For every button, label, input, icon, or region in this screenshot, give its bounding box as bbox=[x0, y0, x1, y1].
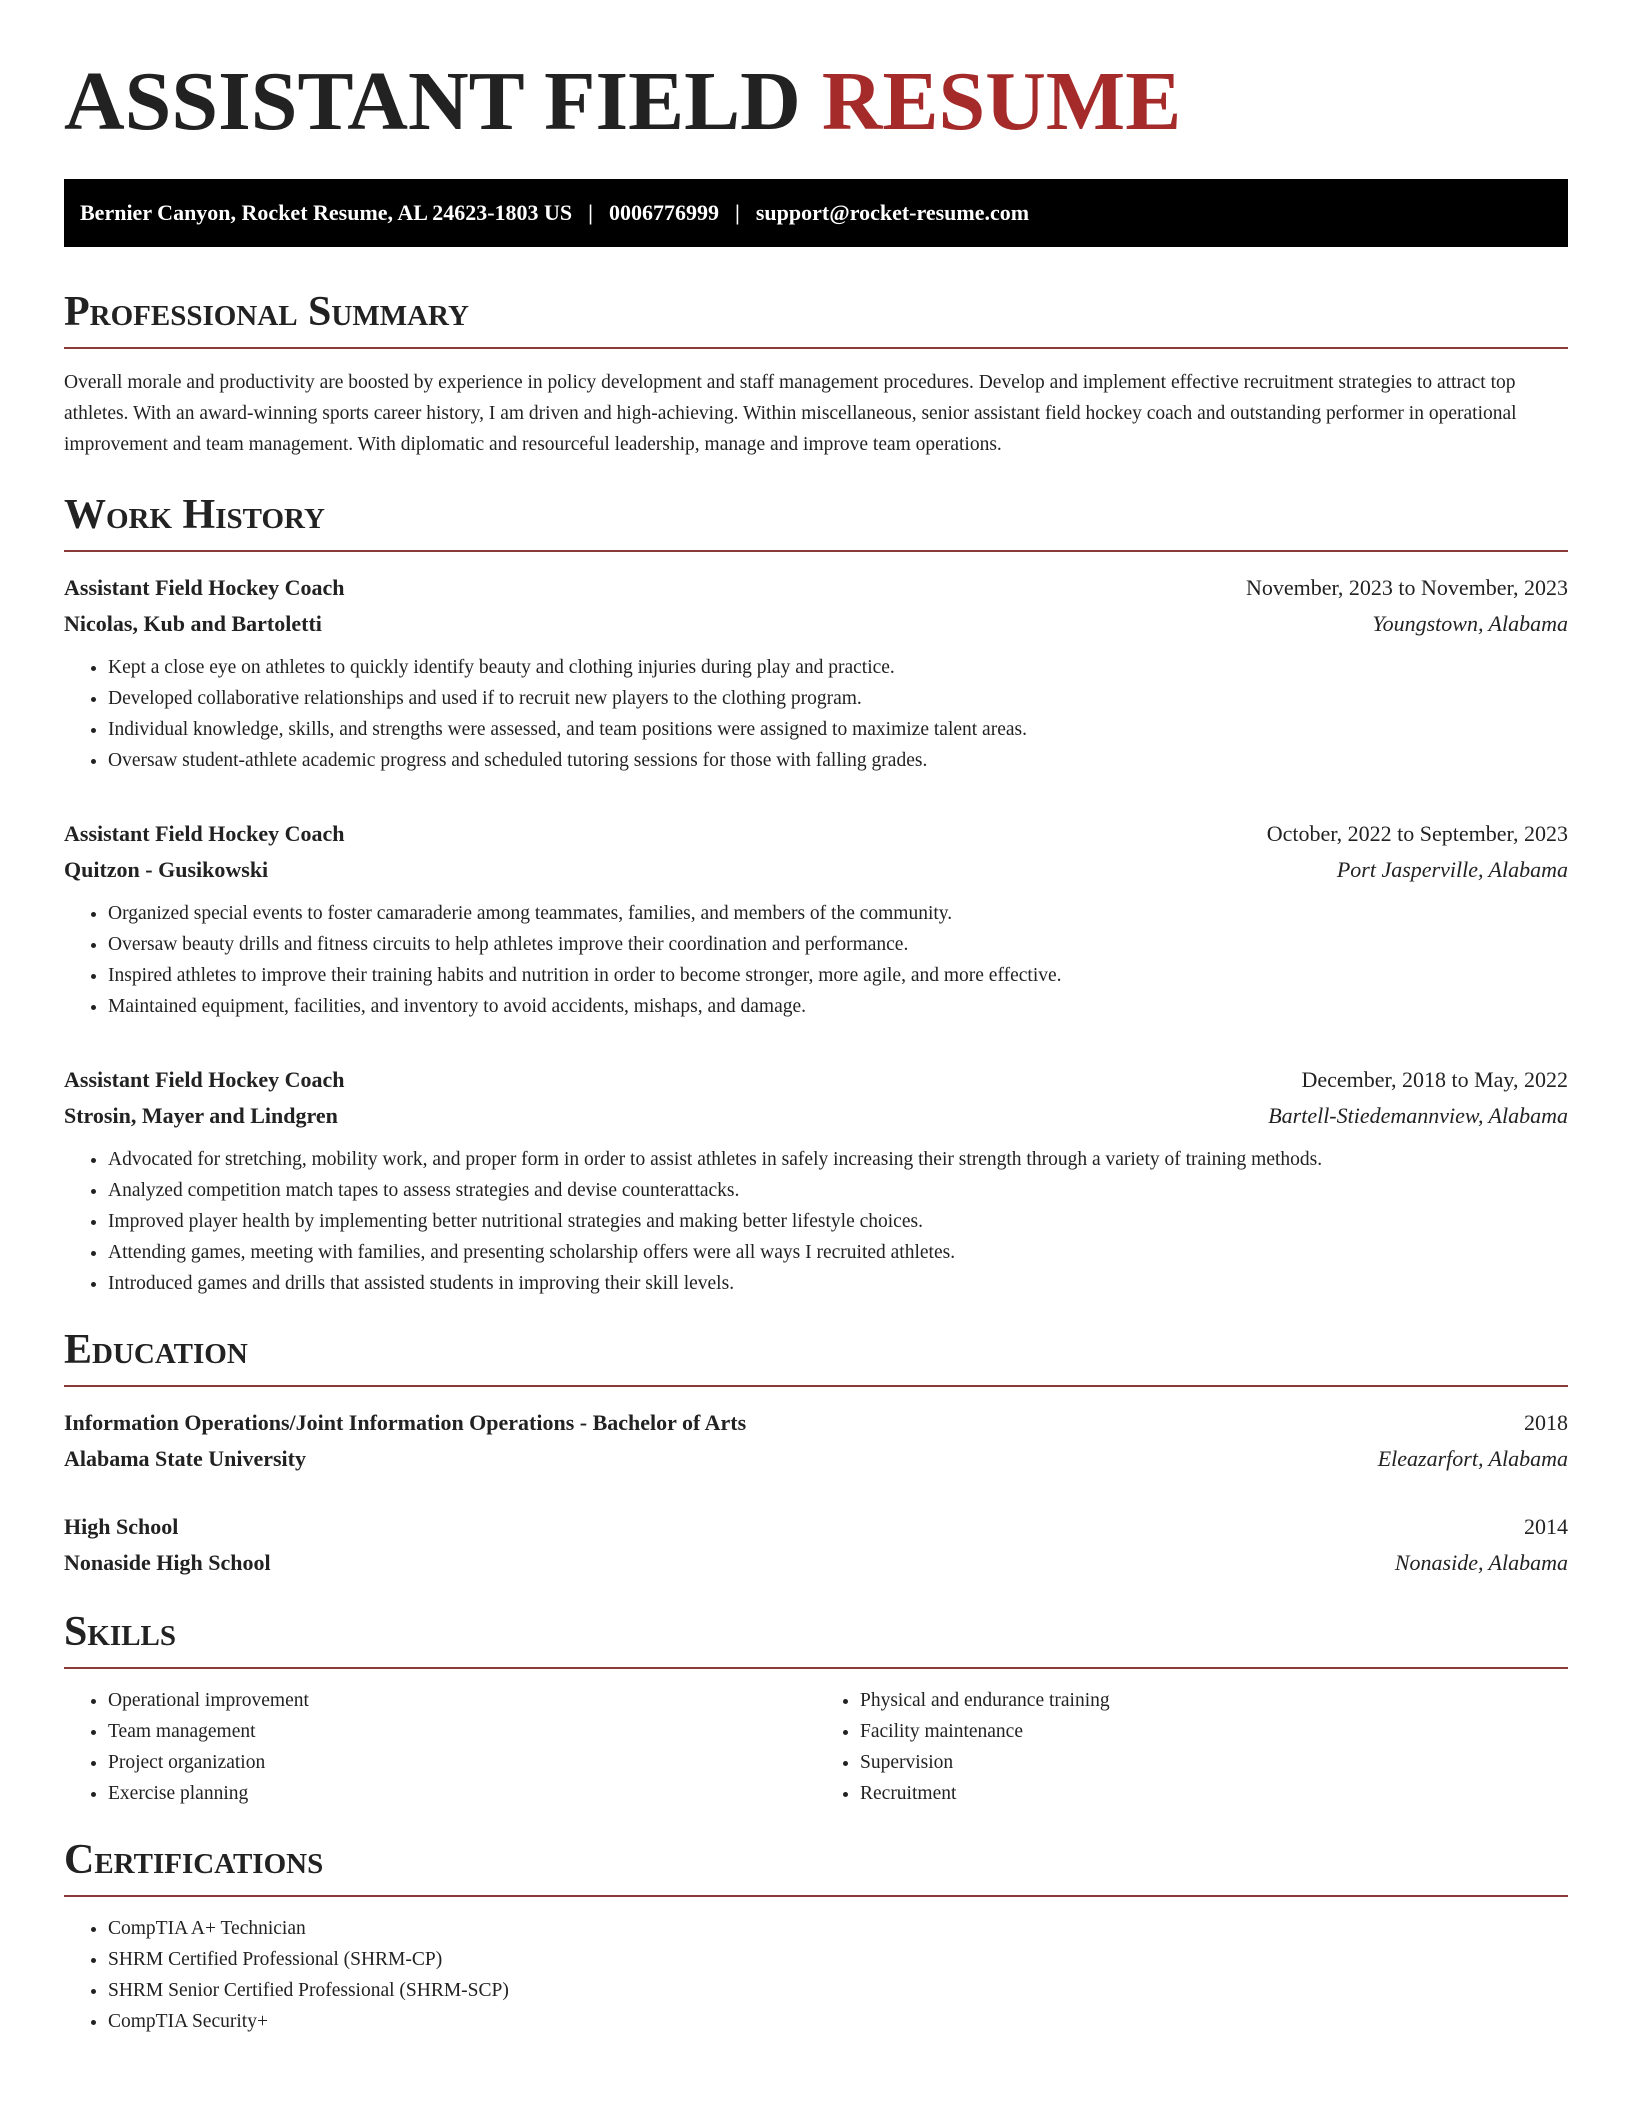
list-item: • Organized special events to foster camaraderie among teammates, families, and members of the community. bbox=[108, 898, 1568, 929]
certification-item: • SHRM Certified Professional (SHRM-CP) bbox=[108, 1944, 1568, 1975]
skill-item: • Supervision bbox=[860, 1747, 1568, 1778]
list-item: • Attending games, meeting with families, and presenting scholarship offers were all ways I recruited athletes. bbox=[108, 1237, 1568, 1268]
contact-address: Bernier Canyon, Rocket Resume, AL 24623-1803 US bbox=[80, 200, 573, 225]
job-dates: December, 2018 to May, 2022 bbox=[1301, 1067, 1568, 1092]
certification-item: • CompTIA Security+ bbox=[108, 2006, 1568, 2037]
summary-section bbox=[64, 291, 1568, 460]
summary-text: Overall morale and productivity are boosted by experience in policy development and staff management procedures. Develop and implement effective recruitment strategies to attract top athletes. With an award-winning sports career history, I am driven and high-achieving. Within miscellaneous, senior assistant field hockey coach and outstanding performer in operational improvement and team management. With diplomatic and resourceful leadership, manage and improve team operations. bbox=[64, 372, 1517, 455]
job-entry bbox=[64, 1062, 1568, 1299]
job-title: Assistant Field Hockey Coach bbox=[64, 575, 345, 600]
list-item: • Analyzed competition match tapes to assess strategies and devise counterattacks. bbox=[108, 1175, 1568, 1206]
job-dates: October, 2022 to September, 2023 bbox=[1266, 821, 1568, 846]
skills-section bbox=[64, 1611, 1568, 1809]
skills-list-right bbox=[816, 1685, 1568, 1809]
list-item: • Kept a close eye on athletes to quickly identify beauty and clothing injuries during play and practice. bbox=[108, 652, 1568, 683]
summary-heading: Professional Summary bbox=[64, 291, 1568, 349]
contact-phone: 0006776999 bbox=[609, 200, 720, 225]
education-section bbox=[64, 1329, 1568, 1581]
work-history-heading: Work History bbox=[64, 494, 1568, 552]
job-location: Port Jasperville, Alabama bbox=[1336, 857, 1568, 882]
skills-list-left bbox=[64, 1685, 816, 1809]
education-entry bbox=[64, 1509, 1568, 1581]
list-item: • Oversaw beauty drills and fitness circuits to help athletes improve their coordination and performance. bbox=[108, 929, 1568, 960]
education-location: Nonaside, Alabama bbox=[1394, 1550, 1568, 1575]
list-item: • Maintained equipment, facilities, and inventory to avoid accidents, mishaps, and damage. bbox=[108, 991, 1568, 1022]
skills-grid bbox=[64, 1685, 1568, 1809]
skill-item: • Exercise planning bbox=[108, 1778, 816, 1809]
skills-heading: Skills bbox=[64, 1611, 1568, 1669]
job-dates: November, 2023 to November, 2023 bbox=[1245, 575, 1568, 600]
contact-email[interactable]: support@rocket-resume.com bbox=[755, 200, 1030, 225]
certifications-heading: Certifications bbox=[64, 1839, 1568, 1897]
education-location: Eleazarfort, Alabama bbox=[1377, 1446, 1568, 1471]
job-duties-list bbox=[64, 898, 1568, 1022]
contact-separator: | bbox=[588, 200, 594, 225]
list-item: • Introduced games and drills that assisted students in improving their skill levels. bbox=[108, 1268, 1568, 1299]
job-duties-list bbox=[64, 1144, 1568, 1299]
job-title: Assistant Field Hockey Coach bbox=[64, 1067, 345, 1092]
certifications-section bbox=[64, 1839, 1568, 2037]
job-company: Nicolas, Kub and Bartoletti bbox=[64, 611, 322, 636]
job-entry bbox=[64, 570, 1568, 776]
job-title: Assistant Field Hockey Coach bbox=[64, 821, 345, 846]
education-year: 2018 bbox=[1524, 1410, 1568, 1435]
job-location: Youngstown, Alabama bbox=[1372, 611, 1568, 636]
list-item: • Advocated for stretching, mobility work, and proper form in order to assist athletes in safely increasing their strength through a variety of training methods. bbox=[108, 1144, 1568, 1175]
education-heading: Education bbox=[64, 1329, 1568, 1387]
resume-page bbox=[64, 0, 1568, 2037]
certification-item: • SHRM Senior Certified Professional (SHRM-SCP) bbox=[108, 1975, 1568, 2006]
title-accent: RESUME bbox=[821, 55, 1182, 148]
certifications-list bbox=[64, 1913, 1568, 2037]
contact-separator: | bbox=[735, 200, 740, 225]
education-entry bbox=[64, 1405, 1568, 1477]
certification-item: • CompTIA A+ Technician bbox=[108, 1913, 1568, 1944]
skill-item: • Facility maintenance bbox=[860, 1716, 1568, 1747]
job-location: Bartell-Stiedemannview, Alabama bbox=[1268, 1103, 1568, 1128]
skill-item: • Recruitment bbox=[860, 1778, 1568, 1809]
skill-item: • Physical and endurance training bbox=[860, 1685, 1568, 1716]
skill-item: • Team management bbox=[108, 1716, 816, 1747]
education-school: Nonaside High School bbox=[64, 1550, 271, 1575]
list-item: • Improved player health by implementing better nutritional strategies and making better lifestyle choices. bbox=[108, 1206, 1568, 1237]
list-item: • Inspired athletes to improve their training habits and nutrition in order to become stronger, more agile, and more effective. bbox=[108, 960, 1568, 991]
contact-bar bbox=[64, 179, 1568, 247]
job-company: Quitzon - Gusikowski bbox=[64, 857, 269, 882]
title-main: ASSISTANT FIELD bbox=[64, 55, 801, 148]
work-history-section bbox=[64, 494, 1568, 1299]
job-duties-list bbox=[64, 652, 1568, 776]
education-degree: Information Operations/Joint Information Operations - Bachelor of Arts bbox=[64, 1410, 747, 1435]
education-degree: High School bbox=[64, 1514, 179, 1539]
list-item: • Oversaw student-athlete academic progress and scheduled tutoring sessions for those with falling grades. bbox=[108, 745, 1568, 776]
resume-title bbox=[64, 0, 1568, 148]
job-entry bbox=[64, 816, 1568, 1022]
list-item: • Developed collaborative relationships and used if to recruit new players to the clothing program. bbox=[108, 683, 1568, 714]
skill-item: • Operational improvement bbox=[108, 1685, 816, 1716]
skill-item: • Project organization bbox=[108, 1747, 816, 1778]
job-company: Strosin, Mayer and Lindgren bbox=[64, 1103, 338, 1128]
list-item: • Individual knowledge, skills, and strengths were assessed, and team positions were assigned to maximize talent areas. bbox=[108, 714, 1568, 745]
education-year: 2014 bbox=[1524, 1514, 1568, 1539]
education-school: Alabama State University bbox=[64, 1446, 306, 1471]
